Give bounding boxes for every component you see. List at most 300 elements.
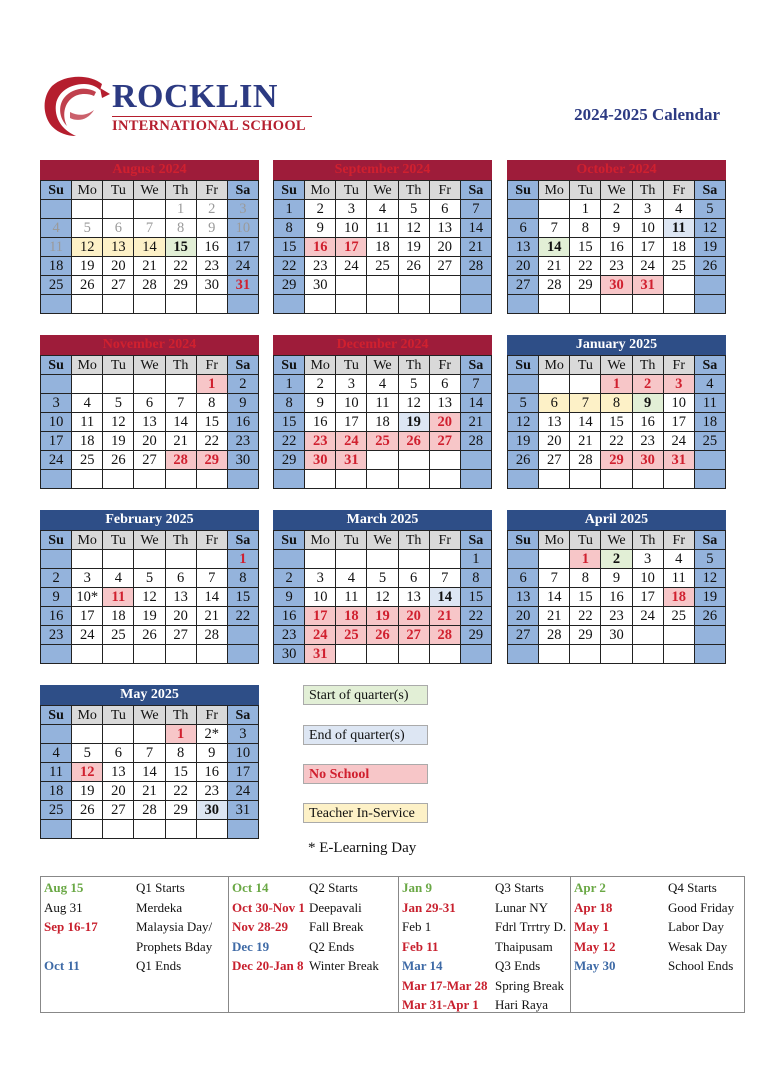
day-header: Tu [570,531,601,550]
day-cell: 4 [41,744,72,763]
month-calendar [40,685,259,839]
empty-cell [508,200,539,219]
empty-cell [274,295,305,314]
day-header: Sa [695,181,726,200]
empty-cell [601,295,632,314]
legend-start-of-quarter: Start of quarter(s) [303,685,428,705]
month-title: December 2024 [273,335,492,355]
event-date: Mar 17-Mar 28 [402,977,488,993]
day-cell: 10 [664,394,695,413]
event-date: Sep 16-17 [44,919,98,934]
day-cell: 22 [228,607,259,626]
events-column [229,877,399,1012]
empty-cell [228,470,259,489]
day-header: Fr [664,531,695,550]
day-cell: 25 [664,257,695,276]
day-header: Su [41,531,72,550]
day-cell: 21 [539,257,570,276]
day-cell: 2 [633,375,664,394]
empty-cell [430,295,461,314]
event-row [574,956,741,976]
day-cell: 2 [601,550,632,569]
empty-cell [41,645,72,664]
day-cell: 14 [461,394,492,413]
day-cell: 4 [41,219,72,238]
day-cell: 7 [570,394,601,413]
empty-cell [430,645,461,664]
day-cell: 15 [166,763,197,782]
event-date [44,937,136,957]
day-cell: 29 [166,801,197,820]
day-header: Sa [461,181,492,200]
day-cell: 15 [228,588,259,607]
day-cell: 4 [367,200,398,219]
day-cell: 14 [570,413,601,432]
day-cell: 17 [336,413,367,432]
day-cell: 30 [197,276,228,295]
day-header: Su [41,181,72,200]
day-cell: 1 [197,375,228,394]
day-cell: 9 [274,588,305,607]
empty-cell [367,550,398,569]
day-header: Sa [461,356,492,375]
day-cell: 11 [664,219,695,238]
day-cell: 27 [134,451,165,470]
day-cell: 7 [197,569,228,588]
day-cell: 24 [336,432,367,451]
day-cell: 22 [166,782,197,801]
empty-cell [399,451,430,470]
day-cell: 27 [103,276,134,295]
day-cell: 27 [103,801,134,820]
event-label: School Ends [668,958,734,973]
empty-cell [695,451,726,470]
day-cell: 8 [461,569,492,588]
day-cell: 23 [305,432,336,451]
day-cell: 17 [633,238,664,257]
day-cell: 29 [570,276,601,295]
day-cell: 19 [72,782,103,801]
day-header: Fr [430,531,461,550]
event-label: Deepavali [309,899,362,915]
event-row [232,956,395,976]
empty-cell [103,295,134,314]
empty-cell [633,470,664,489]
day-header: Su [508,356,539,375]
day-header: Su [41,706,72,725]
day-cell: 5 [72,219,103,238]
day-cell: 9 [601,219,632,238]
day-cell: 9 [305,219,336,238]
day-cell: 7 [539,569,570,588]
day-header: Mo [305,531,336,550]
day-cell: 21 [461,238,492,257]
day-header: We [134,356,165,375]
empty-cell [461,295,492,314]
event-row [44,898,225,918]
day-cell: 5 [103,394,134,413]
day-cell: 28 [134,801,165,820]
event-label: Wesak Day [668,938,728,954]
event-label: Q1 Starts [136,880,185,895]
day-header: Sa [228,706,259,725]
month-calendar [273,160,492,314]
empty-cell [570,470,601,489]
day-cell: 12 [399,394,430,413]
day-cell: 3 [664,375,695,394]
day-cell: 26 [695,607,726,626]
empty-cell [197,470,228,489]
event-label: Prophets Bday [136,938,213,954]
day-cell: 9 [228,394,259,413]
day-cell: 16 [305,413,336,432]
day-cell: 21 [166,432,197,451]
event-row [574,937,741,957]
month-calendar [40,510,259,664]
day-header: Mo [305,181,336,200]
empty-cell [508,375,539,394]
day-cell: 17 [633,588,664,607]
event-row [402,937,567,957]
day-cell: 10 [228,219,259,238]
empty-cell [570,295,601,314]
day-cell: 18 [72,432,103,451]
day-cell: 11 [103,588,134,607]
day-cell: 18 [664,238,695,257]
day-cell: 15 [461,588,492,607]
empty-cell [72,470,103,489]
day-cell: 1 [461,550,492,569]
day-header: Mo [305,356,336,375]
empty-cell [461,645,492,664]
day-cell: 28 [197,626,228,645]
empty-cell [197,295,228,314]
day-cell: 12 [508,413,539,432]
event-row [402,976,567,996]
day-cell: 1 [601,375,632,394]
day-cell: 8 [570,219,601,238]
day-cell: 11 [72,413,103,432]
empty-cell [197,820,228,839]
day-cell: 27 [399,626,430,645]
empty-cell [601,645,632,664]
month-grid [273,530,492,664]
day-cell: 13 [430,394,461,413]
empty-cell [695,645,726,664]
day-cell: 26 [399,257,430,276]
day-cell: 29 [197,451,228,470]
month-calendar [273,335,492,489]
day-cell: 14 [461,219,492,238]
empty-cell [633,295,664,314]
empty-cell [41,295,72,314]
day-cell: 19 [399,238,430,257]
empty-cell [367,295,398,314]
empty-cell [695,295,726,314]
day-cell: 6 [430,375,461,394]
day-cell: 28 [430,626,461,645]
event-row [402,956,567,976]
day-cell: 16 [197,763,228,782]
day-header: Sa [695,531,726,550]
empty-cell [508,295,539,314]
event-row [44,878,225,898]
empty-cell [601,470,632,489]
event-date: Mar 14 [402,958,443,973]
day-header: Mo [539,356,570,375]
day-cell: 15 [274,238,305,257]
day-header: Su [508,181,539,200]
day-header: Mo [72,181,103,200]
event-row [44,956,225,976]
empty-cell [41,375,72,394]
day-header: Fr [664,181,695,200]
day-cell: 30 [305,276,336,295]
day-cell: 1 [274,375,305,394]
day-header: Th [166,356,197,375]
day-header: Su [41,356,72,375]
day-cell: 18 [367,413,398,432]
day-cell: 17 [664,413,695,432]
event-label: Q2 Ends [309,938,355,954]
day-cell: 24 [336,257,367,276]
day-cell: 7 [134,219,165,238]
empty-cell [72,820,103,839]
day-cell: 22 [461,607,492,626]
day-cell: 30 [601,626,632,645]
day-cell: 1 [166,200,197,219]
day-cell: 9 [601,569,632,588]
day-cell: 9 [305,394,336,413]
day-cell: 5 [72,744,103,763]
day-header: We [367,181,398,200]
day-header: Tu [336,531,367,550]
day-cell: 18 [41,782,72,801]
day-cell: 13 [134,413,165,432]
day-cell: 22 [570,257,601,276]
day-cell: 2 [601,200,632,219]
day-header: Mo [72,531,103,550]
day-cell: 9 [633,394,664,413]
day-cell: 18 [41,257,72,276]
empty-cell [664,626,695,645]
day-cell: 26 [72,801,103,820]
day-cell: 9 [197,744,228,763]
school-name: ROCKLIN [112,78,278,115]
day-header: Su [274,181,305,200]
day-cell: 21 [134,782,165,801]
day-cell: 2 [197,200,228,219]
empty-cell [41,820,72,839]
day-header: We [367,531,398,550]
day-header: Fr [197,706,228,725]
day-cell: 29 [166,276,197,295]
day-cell: 13 [508,588,539,607]
empty-cell [664,645,695,664]
day-header: Tu [103,706,134,725]
day-cell: 30 [601,276,632,295]
day-cell: 26 [367,626,398,645]
day-cell: 20 [508,607,539,626]
day-cell: 28 [539,626,570,645]
event-date: Mar 31-Apr 1 [402,997,479,1012]
event-row [232,937,395,957]
empty-cell [41,725,72,744]
empty-cell [41,470,72,489]
month-grid [507,530,726,664]
day-cell: 22 [601,432,632,451]
empty-cell [430,470,461,489]
month-calendar [40,160,259,314]
day-cell: 14 [134,763,165,782]
day-header: Fr [664,356,695,375]
day-cell: 5 [695,200,726,219]
empty-cell [305,550,336,569]
empty-cell [399,470,430,489]
day-cell: 22 [197,432,228,451]
day-cell: 17 [228,763,259,782]
day-cell: 8 [166,744,197,763]
day-cell: 19 [103,432,134,451]
empty-cell [134,295,165,314]
day-cell: 27 [166,626,197,645]
empty-cell [228,820,259,839]
empty-cell [41,550,72,569]
day-cell: 15 [570,238,601,257]
legend-teacher-inservice: Teacher In-Service [303,803,428,823]
day-cell: 12 [695,569,726,588]
event-row [574,878,741,898]
month-grid [40,180,259,314]
empty-cell [228,626,259,645]
day-cell: 23 [601,257,632,276]
day-cell: 18 [664,588,695,607]
event-date: Aug 15 [44,880,84,895]
day-cell: 10 [41,413,72,432]
month-calendar [507,510,726,664]
empty-cell [695,470,726,489]
empty-cell [134,200,165,219]
day-cell: 3 [336,200,367,219]
day-cell: 10 [633,569,664,588]
empty-cell [367,451,398,470]
day-cell: 5 [399,200,430,219]
event-date: Oct 14 [232,880,269,895]
day-cell: 7 [461,200,492,219]
empty-cell [103,375,134,394]
event-date: Oct 30-Nov 1 [232,899,305,915]
day-cell: 8 [274,394,305,413]
empty-cell [461,451,492,470]
day-header: Fr [430,181,461,200]
empty-cell [72,725,103,744]
day-cell: 11 [367,394,398,413]
event-label: Lunar NY [495,899,549,915]
empty-cell [539,375,570,394]
empty-cell [399,550,430,569]
day-cell: 23 [633,432,664,451]
empty-cell [103,200,134,219]
empty-cell [134,550,165,569]
day-cell: 23 [197,257,228,276]
month-grid [40,355,259,489]
day-cell: 7 [166,394,197,413]
empty-cell [134,375,165,394]
empty-cell [570,375,601,394]
day-cell: 4 [336,569,367,588]
day-cell: 1 [570,200,601,219]
day-cell: 26 [695,257,726,276]
legend-no-school: No School [303,764,428,784]
day-cell: 3 [336,375,367,394]
day-cell: 4 [103,569,134,588]
day-cell: 30 [305,451,336,470]
empty-cell [336,295,367,314]
day-cell: 10* [72,588,103,607]
event-label: Fdrl Trrtry D. [495,919,567,934]
empty-cell [695,276,726,295]
event-label: Merdeka [136,899,183,915]
day-header: Fr [197,531,228,550]
day-cell: 29 [601,451,632,470]
event-date: Apr 18 [574,899,613,915]
day-header: Sa [228,356,259,375]
day-cell: 4 [72,394,103,413]
day-cell: 28 [461,257,492,276]
day-cell: 27 [508,626,539,645]
day-cell: 16 [601,238,632,257]
day-cell: 25 [41,276,72,295]
day-cell: 8 [197,394,228,413]
day-cell: 23 [601,607,632,626]
empty-cell [461,470,492,489]
empty-cell [539,200,570,219]
empty-cell [166,550,197,569]
day-cell: 3 [228,725,259,744]
empty-cell [103,470,134,489]
day-cell: 25 [103,626,134,645]
day-header: Mo [72,706,103,725]
day-cell: 6 [399,569,430,588]
event-row [44,937,225,957]
event-row [402,898,567,918]
empty-cell [633,626,664,645]
day-cell: 19 [508,432,539,451]
empty-cell [134,820,165,839]
empty-cell [430,451,461,470]
event-label: Thaipusam [495,938,553,954]
empty-cell [166,375,197,394]
day-cell: 18 [336,607,367,626]
day-cell: 25 [41,801,72,820]
day-cell: 26 [72,276,103,295]
day-cell: 20 [103,257,134,276]
empty-cell [633,645,664,664]
month-grid [507,355,726,489]
day-header: Tu [103,356,134,375]
event-row [232,898,395,918]
day-cell: 9 [197,219,228,238]
event-date: Oct 11 [44,958,80,973]
empty-cell [103,550,134,569]
day-cell: 3 [305,569,336,588]
month-title: February 2025 [40,510,259,530]
day-header: Sa [228,531,259,550]
day-cell: 1 [166,725,197,744]
day-cell: 20 [399,607,430,626]
day-cell: 11 [367,219,398,238]
empty-cell [430,550,461,569]
